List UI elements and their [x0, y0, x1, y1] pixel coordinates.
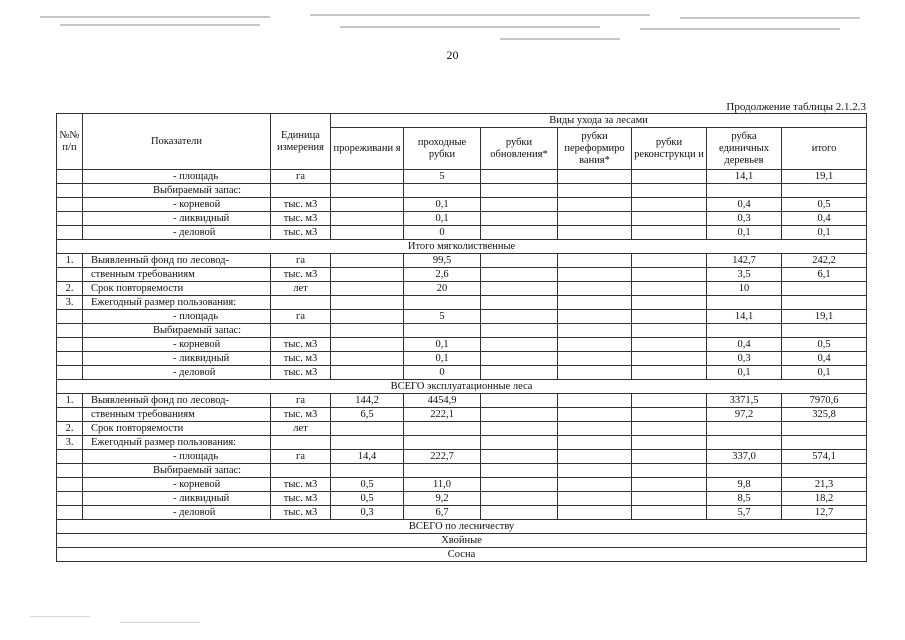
row-label: ственным требованиям — [83, 408, 271, 422]
row-label: - площадь — [83, 450, 271, 464]
row-value: 14,4 — [331, 450, 404, 464]
table-row — [57, 296, 867, 310]
row-label: - площадь — [83, 310, 271, 324]
row-value — [707, 184, 782, 198]
row-value — [558, 352, 632, 366]
row-value: 142,7 — [707, 254, 782, 268]
table-row — [57, 366, 867, 380]
row-value — [558, 478, 632, 492]
row-unit: тыс. м3 — [271, 338, 331, 352]
table-row — [57, 170, 867, 184]
row-value: 0,5 — [782, 338, 867, 352]
row-number — [57, 464, 83, 478]
row-value — [331, 170, 404, 184]
row-value — [558, 464, 632, 478]
row-value: 0,5 — [782, 198, 867, 212]
row-unit — [271, 296, 331, 310]
row-value — [632, 170, 707, 184]
row-label: Выбираемый запас: — [83, 464, 271, 478]
header-col: рубка единичных деревьев — [707, 128, 782, 170]
table-row — [57, 184, 867, 198]
row-number — [57, 198, 83, 212]
row-value — [331, 212, 404, 226]
row-unit: га — [271, 394, 331, 408]
row-number: 3. — [57, 436, 83, 450]
row-value — [707, 436, 782, 450]
row-value: 19,1 — [782, 310, 867, 324]
row-number — [57, 506, 83, 520]
row-value: 574,1 — [782, 450, 867, 464]
row-label: - ликвидный — [83, 492, 271, 506]
row-value — [481, 492, 558, 506]
table-row — [57, 226, 867, 240]
row-value — [481, 198, 558, 212]
row-label: - корневой — [83, 478, 271, 492]
row-value — [632, 422, 707, 436]
row-value: 0,4 — [707, 198, 782, 212]
row-value — [632, 366, 707, 380]
row-value — [331, 296, 404, 310]
row-value — [481, 226, 558, 240]
header-num: №№ п/п — [57, 114, 83, 170]
table-row — [57, 268, 867, 282]
row-value: 21,3 — [782, 478, 867, 492]
row-value — [558, 254, 632, 268]
row-number — [57, 492, 83, 506]
row-value — [707, 464, 782, 478]
row-value — [331, 338, 404, 352]
row-label: - деловой — [83, 226, 271, 240]
row-value: 325,8 — [782, 408, 867, 422]
row-value: 0,1 — [782, 226, 867, 240]
table-row — [57, 408, 867, 422]
table-row — [57, 310, 867, 324]
row-value — [558, 436, 632, 450]
row-unit — [271, 184, 331, 198]
row-unit: тыс. м3 — [271, 478, 331, 492]
row-value — [481, 338, 558, 352]
row-value: 11,0 — [404, 478, 481, 492]
row-value — [481, 282, 558, 296]
row-value — [331, 324, 404, 338]
row-number — [57, 366, 83, 380]
section-title: ВСЕГО эксплуатационные леса — [57, 380, 867, 394]
table-row — [57, 436, 867, 450]
row-value: 0,1 — [782, 366, 867, 380]
row-value — [404, 184, 481, 198]
row-value — [632, 226, 707, 240]
forest-care-table — [56, 113, 867, 562]
row-number — [57, 184, 83, 198]
section-row — [57, 548, 867, 562]
row-value — [632, 352, 707, 366]
row-value: 222,1 — [404, 408, 481, 422]
row-value — [481, 436, 558, 450]
row-value — [632, 492, 707, 506]
row-value — [632, 506, 707, 520]
row-unit: тыс. м3 — [271, 492, 331, 506]
row-value: 12,7 — [782, 506, 867, 520]
row-value — [558, 310, 632, 324]
row-value — [632, 324, 707, 338]
row-value — [481, 268, 558, 282]
row-value — [481, 254, 558, 268]
row-unit: га — [271, 170, 331, 184]
row-value: 0,5 — [331, 492, 404, 506]
row-value — [558, 422, 632, 436]
row-value — [481, 296, 558, 310]
row-value — [558, 492, 632, 506]
footer-scan-artifacts — [30, 612, 230, 632]
row-value: 10 — [707, 282, 782, 296]
row-value: 0,1 — [404, 198, 481, 212]
row-value — [558, 282, 632, 296]
row-unit — [271, 324, 331, 338]
section-row — [57, 240, 867, 254]
section-title: ВСЕГО по лесничеству — [57, 520, 867, 534]
row-label: Выбираемый запас: — [83, 324, 271, 338]
row-value: 0,4 — [782, 212, 867, 226]
row-value — [404, 324, 481, 338]
row-value — [782, 422, 867, 436]
row-unit: тыс. м3 — [271, 352, 331, 366]
page-number: 20 — [446, 48, 459, 62]
row-value — [558, 198, 632, 212]
row-value — [558, 226, 632, 240]
row-value — [558, 324, 632, 338]
row-value: 14,1 — [707, 310, 782, 324]
row-unit: тыс. м3 — [271, 198, 331, 212]
row-value: 0,3 — [707, 212, 782, 226]
row-value: 7970,6 — [782, 394, 867, 408]
row-value: 6,7 — [404, 506, 481, 520]
row-unit — [271, 436, 331, 450]
row-value — [331, 226, 404, 240]
row-number — [57, 478, 83, 492]
row-value — [481, 506, 558, 520]
row-value — [632, 254, 707, 268]
row-value — [632, 184, 707, 198]
header-col: прореживани я — [331, 128, 404, 170]
row-value — [558, 506, 632, 520]
header-col: рубки реконструкци и — [632, 128, 707, 170]
row-value: 0,1 — [707, 226, 782, 240]
row-value: 2,6 — [404, 268, 481, 282]
row-unit: га — [271, 450, 331, 464]
row-value — [558, 296, 632, 310]
row-value — [632, 450, 707, 464]
row-label: Ежегодный размер пользования: — [83, 436, 271, 450]
row-unit: лет — [271, 422, 331, 436]
row-unit: лет — [271, 282, 331, 296]
row-number: 2. — [57, 282, 83, 296]
row-value: 9,8 — [707, 478, 782, 492]
header-unit: Единица измерения — [271, 114, 331, 170]
row-value: 0,1 — [404, 212, 481, 226]
row-value: 5 — [404, 310, 481, 324]
row-unit: тыс. м3 — [271, 268, 331, 282]
row-unit: га — [271, 310, 331, 324]
row-value — [782, 436, 867, 450]
row-value: 0,5 — [331, 478, 404, 492]
row-label: - корневой — [83, 198, 271, 212]
header-group: Виды ухода за лесами — [331, 114, 867, 128]
row-value — [331, 352, 404, 366]
row-value — [707, 422, 782, 436]
row-value — [481, 450, 558, 464]
row-value — [404, 436, 481, 450]
row-label: - деловой — [83, 506, 271, 520]
row-number: 1. — [57, 394, 83, 408]
row-value — [558, 170, 632, 184]
row-number — [57, 212, 83, 226]
row-value — [707, 296, 782, 310]
row-value: 6,5 — [331, 408, 404, 422]
row-value — [331, 254, 404, 268]
row-value: 5 — [404, 170, 481, 184]
table-row — [57, 506, 867, 520]
row-value: 0,1 — [707, 366, 782, 380]
header-col: рубки переформиро вания* — [558, 128, 632, 170]
row-value — [558, 450, 632, 464]
row-value: 0,1 — [404, 352, 481, 366]
row-value — [782, 296, 867, 310]
row-value — [632, 268, 707, 282]
row-value: 0,3 — [707, 352, 782, 366]
row-unit: га — [271, 254, 331, 268]
row-label: Выявленный фонд по лесовод- — [83, 254, 271, 268]
row-value — [558, 408, 632, 422]
row-value — [481, 464, 558, 478]
row-label: - ликвидный — [83, 352, 271, 366]
row-number — [57, 268, 83, 282]
row-value — [632, 310, 707, 324]
table-row — [57, 422, 867, 436]
row-value — [404, 422, 481, 436]
row-value: 222,7 — [404, 450, 481, 464]
row-value: 14,1 — [707, 170, 782, 184]
row-label: Срок повторяемости — [83, 422, 271, 436]
row-number: 2. — [57, 422, 83, 436]
row-value — [782, 184, 867, 198]
table-row — [57, 282, 867, 296]
row-value: 0,3 — [331, 506, 404, 520]
row-label: Выбираемый запас: — [83, 184, 271, 198]
row-value — [331, 282, 404, 296]
table-row — [57, 338, 867, 352]
row-value — [481, 212, 558, 226]
row-value — [481, 170, 558, 184]
row-value — [481, 366, 558, 380]
section-title: Хвойные — [57, 534, 867, 548]
table-row — [57, 394, 867, 408]
row-number — [57, 450, 83, 464]
row-label: - корневой — [83, 338, 271, 352]
table-row — [57, 254, 867, 268]
row-value — [558, 394, 632, 408]
row-value — [481, 352, 558, 366]
row-number — [57, 338, 83, 352]
table-row — [57, 492, 867, 506]
row-value: 20 — [404, 282, 481, 296]
row-value: 8,5 — [707, 492, 782, 506]
row-value — [558, 366, 632, 380]
table-row — [57, 324, 867, 338]
row-value: 18,2 — [782, 492, 867, 506]
row-number — [57, 408, 83, 422]
row-number — [57, 170, 83, 184]
row-value — [707, 324, 782, 338]
row-value — [782, 464, 867, 478]
row-value — [331, 310, 404, 324]
row-value: 337,0 — [707, 450, 782, 464]
row-label: ственным требованиям — [83, 268, 271, 282]
row-value — [404, 296, 481, 310]
row-value — [331, 464, 404, 478]
row-label: - деловой — [83, 366, 271, 380]
row-value — [558, 338, 632, 352]
row-value — [632, 282, 707, 296]
row-unit: тыс. м3 — [271, 408, 331, 422]
row-value — [404, 464, 481, 478]
row-value — [632, 338, 707, 352]
section-title: Сосна — [57, 548, 867, 562]
row-unit: тыс. м3 — [271, 506, 331, 520]
row-label: Ежегодный размер пользования: — [83, 296, 271, 310]
row-unit — [271, 464, 331, 478]
row-value — [331, 198, 404, 212]
row-value — [331, 184, 404, 198]
table-row — [57, 212, 867, 226]
row-value — [632, 478, 707, 492]
section-row — [57, 380, 867, 394]
row-label: - площадь — [83, 170, 271, 184]
row-number — [57, 310, 83, 324]
row-value — [558, 184, 632, 198]
row-value — [632, 394, 707, 408]
row-number: 1. — [57, 254, 83, 268]
row-value — [331, 422, 404, 436]
row-value: 9,2 — [404, 492, 481, 506]
row-value: 3,5 — [707, 268, 782, 282]
row-unit: тыс. м3 — [271, 212, 331, 226]
header-indicators: Показатели — [83, 114, 271, 170]
row-value — [782, 324, 867, 338]
row-value — [331, 268, 404, 282]
row-number — [57, 226, 83, 240]
section-row — [57, 520, 867, 534]
row-value: 5,7 — [707, 506, 782, 520]
row-value: 0,4 — [707, 338, 782, 352]
row-value — [558, 212, 632, 226]
row-value — [632, 464, 707, 478]
row-value — [481, 324, 558, 338]
section-title: Итого мягколиственные — [57, 240, 867, 254]
header-col: итого — [782, 128, 867, 170]
row-value: 144,2 — [331, 394, 404, 408]
row-value — [632, 296, 707, 310]
row-number: 3. — [57, 296, 83, 310]
header-col: рубки обновления* — [481, 128, 558, 170]
row-label: Срок повторяемости — [83, 282, 271, 296]
row-unit: тыс. м3 — [271, 366, 331, 380]
row-value — [481, 184, 558, 198]
row-number — [57, 352, 83, 366]
row-value: 99,5 — [404, 254, 481, 268]
row-value — [481, 478, 558, 492]
row-value: 0,4 — [782, 352, 867, 366]
row-value: 0 — [404, 366, 481, 380]
row-value — [632, 436, 707, 450]
row-value — [481, 422, 558, 436]
row-value — [481, 408, 558, 422]
row-number — [57, 324, 83, 338]
row-value — [331, 366, 404, 380]
row-label: - ликвидный — [83, 212, 271, 226]
row-value: 0 — [404, 226, 481, 240]
table-row — [57, 464, 867, 478]
row-value — [481, 394, 558, 408]
row-value: 19,1 — [782, 170, 867, 184]
table-row — [57, 352, 867, 366]
row-value: 3371,5 — [707, 394, 782, 408]
table-row — [57, 450, 867, 464]
row-value — [632, 408, 707, 422]
row-value: 4454,9 — [404, 394, 481, 408]
row-value: 6,1 — [782, 268, 867, 282]
header-col: проходные рубки — [404, 128, 481, 170]
row-value: 0,1 — [404, 338, 481, 352]
row-value: 97,2 — [707, 408, 782, 422]
row-value — [782, 282, 867, 296]
section-row — [57, 534, 867, 548]
row-value — [632, 212, 707, 226]
row-value: 242,2 — [782, 254, 867, 268]
row-value — [331, 436, 404, 450]
table-row — [57, 478, 867, 492]
row-label: Выявленный фонд по лесовод- — [83, 394, 271, 408]
table-row — [57, 198, 867, 212]
row-unit: тыс. м3 — [271, 226, 331, 240]
row-value — [558, 268, 632, 282]
row-value — [632, 198, 707, 212]
row-value — [481, 310, 558, 324]
table-continuation-caption: Продолжение таблицы 2.1.2.3 — [726, 101, 866, 113]
